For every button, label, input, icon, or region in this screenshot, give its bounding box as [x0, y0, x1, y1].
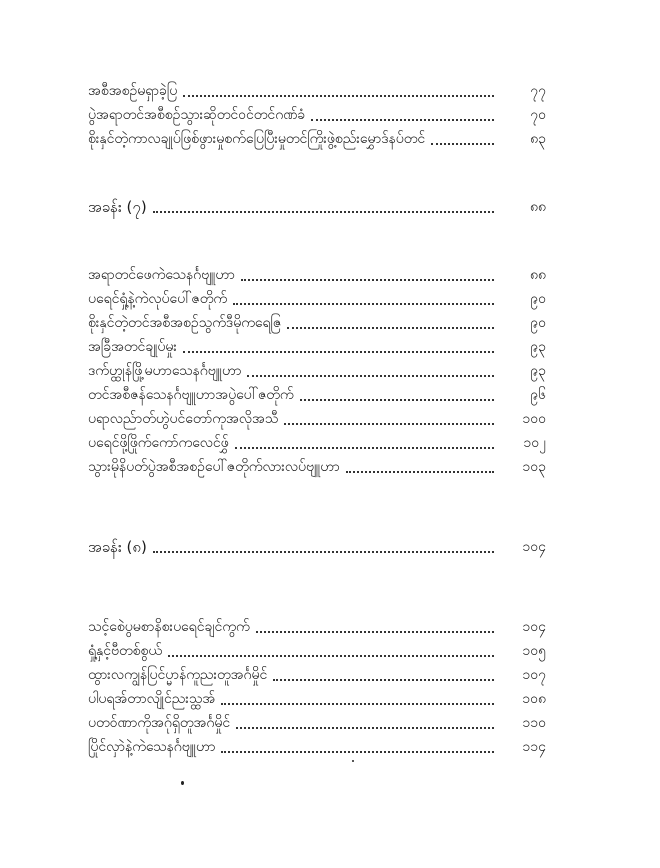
toc-page-number: ၁၀၇	[494, 666, 546, 684]
section-gap	[88, 148, 546, 192]
toc-entry-title: ပါပရအ်တာလျိုင်ညးသ္ထအ်	[88, 690, 221, 708]
section-gap	[88, 216, 546, 260]
toc-page-number: ၉၃	[494, 338, 546, 356]
toc-entry-title: စိုးနှင်တဲ့တင်အစီအစဉ်သွက်ဒီမိုကရေဇြ	[88, 314, 287, 332]
dot-leader	[346, 470, 494, 473]
toc-entry	[88, 332, 546, 356]
toc-entry	[88, 124, 546, 148]
dot-leader	[183, 350, 494, 353]
section-gap	[88, 556, 546, 612]
dot-leader	[273, 678, 494, 681]
dot-leader	[256, 630, 494, 633]
toc-page-number: ၇၇	[494, 82, 546, 100]
toc-entry-title: ပရေင်ရှုံ့နဲ့ကဲလုပ်ပေါ်ဇတိုက်	[88, 290, 233, 308]
dot-leader	[311, 118, 494, 121]
toc-entry	[88, 380, 546, 404]
toc-page-number: ၈၈	[494, 266, 546, 284]
dot-leader	[153, 550, 494, 553]
dot-leader	[233, 302, 494, 305]
toc-page-number: ၁၀၂	[494, 434, 546, 452]
toc-entry-title: အစီအစဉ်မရှာခဲ့ပြ	[88, 82, 183, 100]
toc-entry-title: သွားမိုနိပတ်ပွဲအစီအစဉ်ပေါ်ဇတိုက်လားလပ်ဗျူဟာ	[88, 458, 346, 476]
dot-leader	[235, 446, 494, 449]
toc-page-number: ၁၁၀	[494, 714, 546, 732]
toc-entry-title: ရှုံ့နှင့်ဗီတစ်စွယ်	[88, 642, 168, 660]
toc-entry	[88, 356, 546, 380]
scan-speck	[352, 760, 354, 762]
toc-entry-title: ပွဲအရာတင်အစီစဉ်သွားဆိုတင်ဝင်တင်ဂဏ်ခံ	[88, 106, 311, 124]
dot-leader	[247, 374, 494, 377]
toc-chapter-heading	[88, 192, 546, 216]
toc-entry-title: ပရာလည်ာတ်ဟွဲပင်တော်ကုအလိုအသီ	[88, 410, 284, 428]
toc-entry-title: အရာတင်ဖေကဲသေနင်္ဂဗျူဟာ	[88, 266, 241, 284]
toc-entry	[88, 684, 546, 708]
toc-entry-title: အခန်း (၇)	[88, 198, 153, 216]
dot-leader	[221, 702, 494, 705]
toc-entry-title: ပတဝ်ဏာကိုအဂ်ုရှိတူအင်္ဂမှိုင်	[88, 714, 236, 732]
toc-page-number: ၁၀၅	[494, 642, 546, 660]
toc-page-number: ၉၀	[494, 290, 546, 308]
dot-leader	[221, 750, 494, 753]
toc-page-number: ၁၀၄	[494, 618, 546, 636]
toc-entry	[88, 404, 546, 428]
toc-page-number: ၁၀၈	[494, 690, 546, 708]
toc-entry	[88, 636, 546, 660]
dot-leader	[236, 726, 494, 729]
dot-leader	[153, 210, 494, 213]
toc-page-number: ၉၆	[494, 386, 546, 404]
dot-leader	[284, 422, 494, 425]
toc-entry	[88, 612, 546, 636]
toc-entry-title: စိုးနှင်တဲ့ကာလချုပ်ဖြစ်ဖွားမှုစက်ပြေပြီးမှုတင်ကြိုးဖွဲ့စည်းမွှောဒ်နပ်တင်	[88, 130, 431, 148]
toc-entry	[88, 260, 546, 284]
dot-leader	[431, 142, 494, 145]
toc-page-number: ၁၀၄	[494, 538, 546, 556]
toc-entry-title: သင့်စေဲပွမစာနိစးပရေင်ချင်ကွက်	[88, 618, 256, 636]
toc-page-number: ၈၈	[494, 198, 546, 216]
toc-page-number: ၈၃	[494, 130, 546, 148]
scan-speck	[181, 781, 184, 785]
dot-leader	[168, 654, 494, 657]
toc-entry	[88, 308, 546, 332]
section-gap	[88, 476, 546, 532]
dot-leader	[183, 94, 494, 97]
toc-entry-title: ပရေင်ဖို့ဖြိုက်ကော်ကလေင်ဖွှ်	[88, 434, 235, 452]
table-of-contents	[88, 76, 546, 756]
toc-entry	[88, 76, 546, 100]
toc-entry-title: အခြီအတင်ချုပ်မှုး	[88, 338, 183, 356]
toc-page-number: ၁၀၃	[494, 458, 546, 476]
toc-entry	[88, 428, 546, 452]
dot-leader	[241, 278, 494, 281]
toc-page-number: ၁၀၀	[494, 410, 546, 428]
toc-page-number: ၇၀	[494, 106, 546, 124]
toc-entry-title: တင်အစီဇန်သေနင်္ဂဗျူဟာအပွဲပေါ်ဇတိုက်	[88, 386, 300, 404]
toc-entry	[88, 100, 546, 124]
dot-leader	[300, 398, 494, 401]
toc-entry-title: အခန်း (၈)	[88, 538, 153, 556]
toc-page-number: ၉၀	[494, 314, 546, 332]
toc-entry-title: ဒက်ဟ္ထုန်ဖြို့မဟာသေနင်္ဂဗျူဟာ	[88, 362, 247, 380]
toc-entry-title: ထွားလကျွန်ပြင်ပ္မာန်ကူညးတူအင်္ဂမှိုင်	[88, 666, 273, 684]
toc-page-number: ၁၁၄	[494, 738, 546, 756]
toc-entry	[88, 284, 546, 308]
toc-page-number: ၉၃	[494, 362, 546, 380]
dot-leader	[287, 326, 494, 329]
toc-entry	[88, 660, 546, 684]
toc-chapter-heading	[88, 532, 546, 556]
toc-entry	[88, 708, 546, 732]
toc-entry-title: ပြိုင်လှာဲနဲ့ကဲသေနင်္ဂဗျူဟာ	[88, 738, 221, 756]
toc-entry	[88, 732, 546, 756]
toc-entry	[88, 452, 546, 476]
